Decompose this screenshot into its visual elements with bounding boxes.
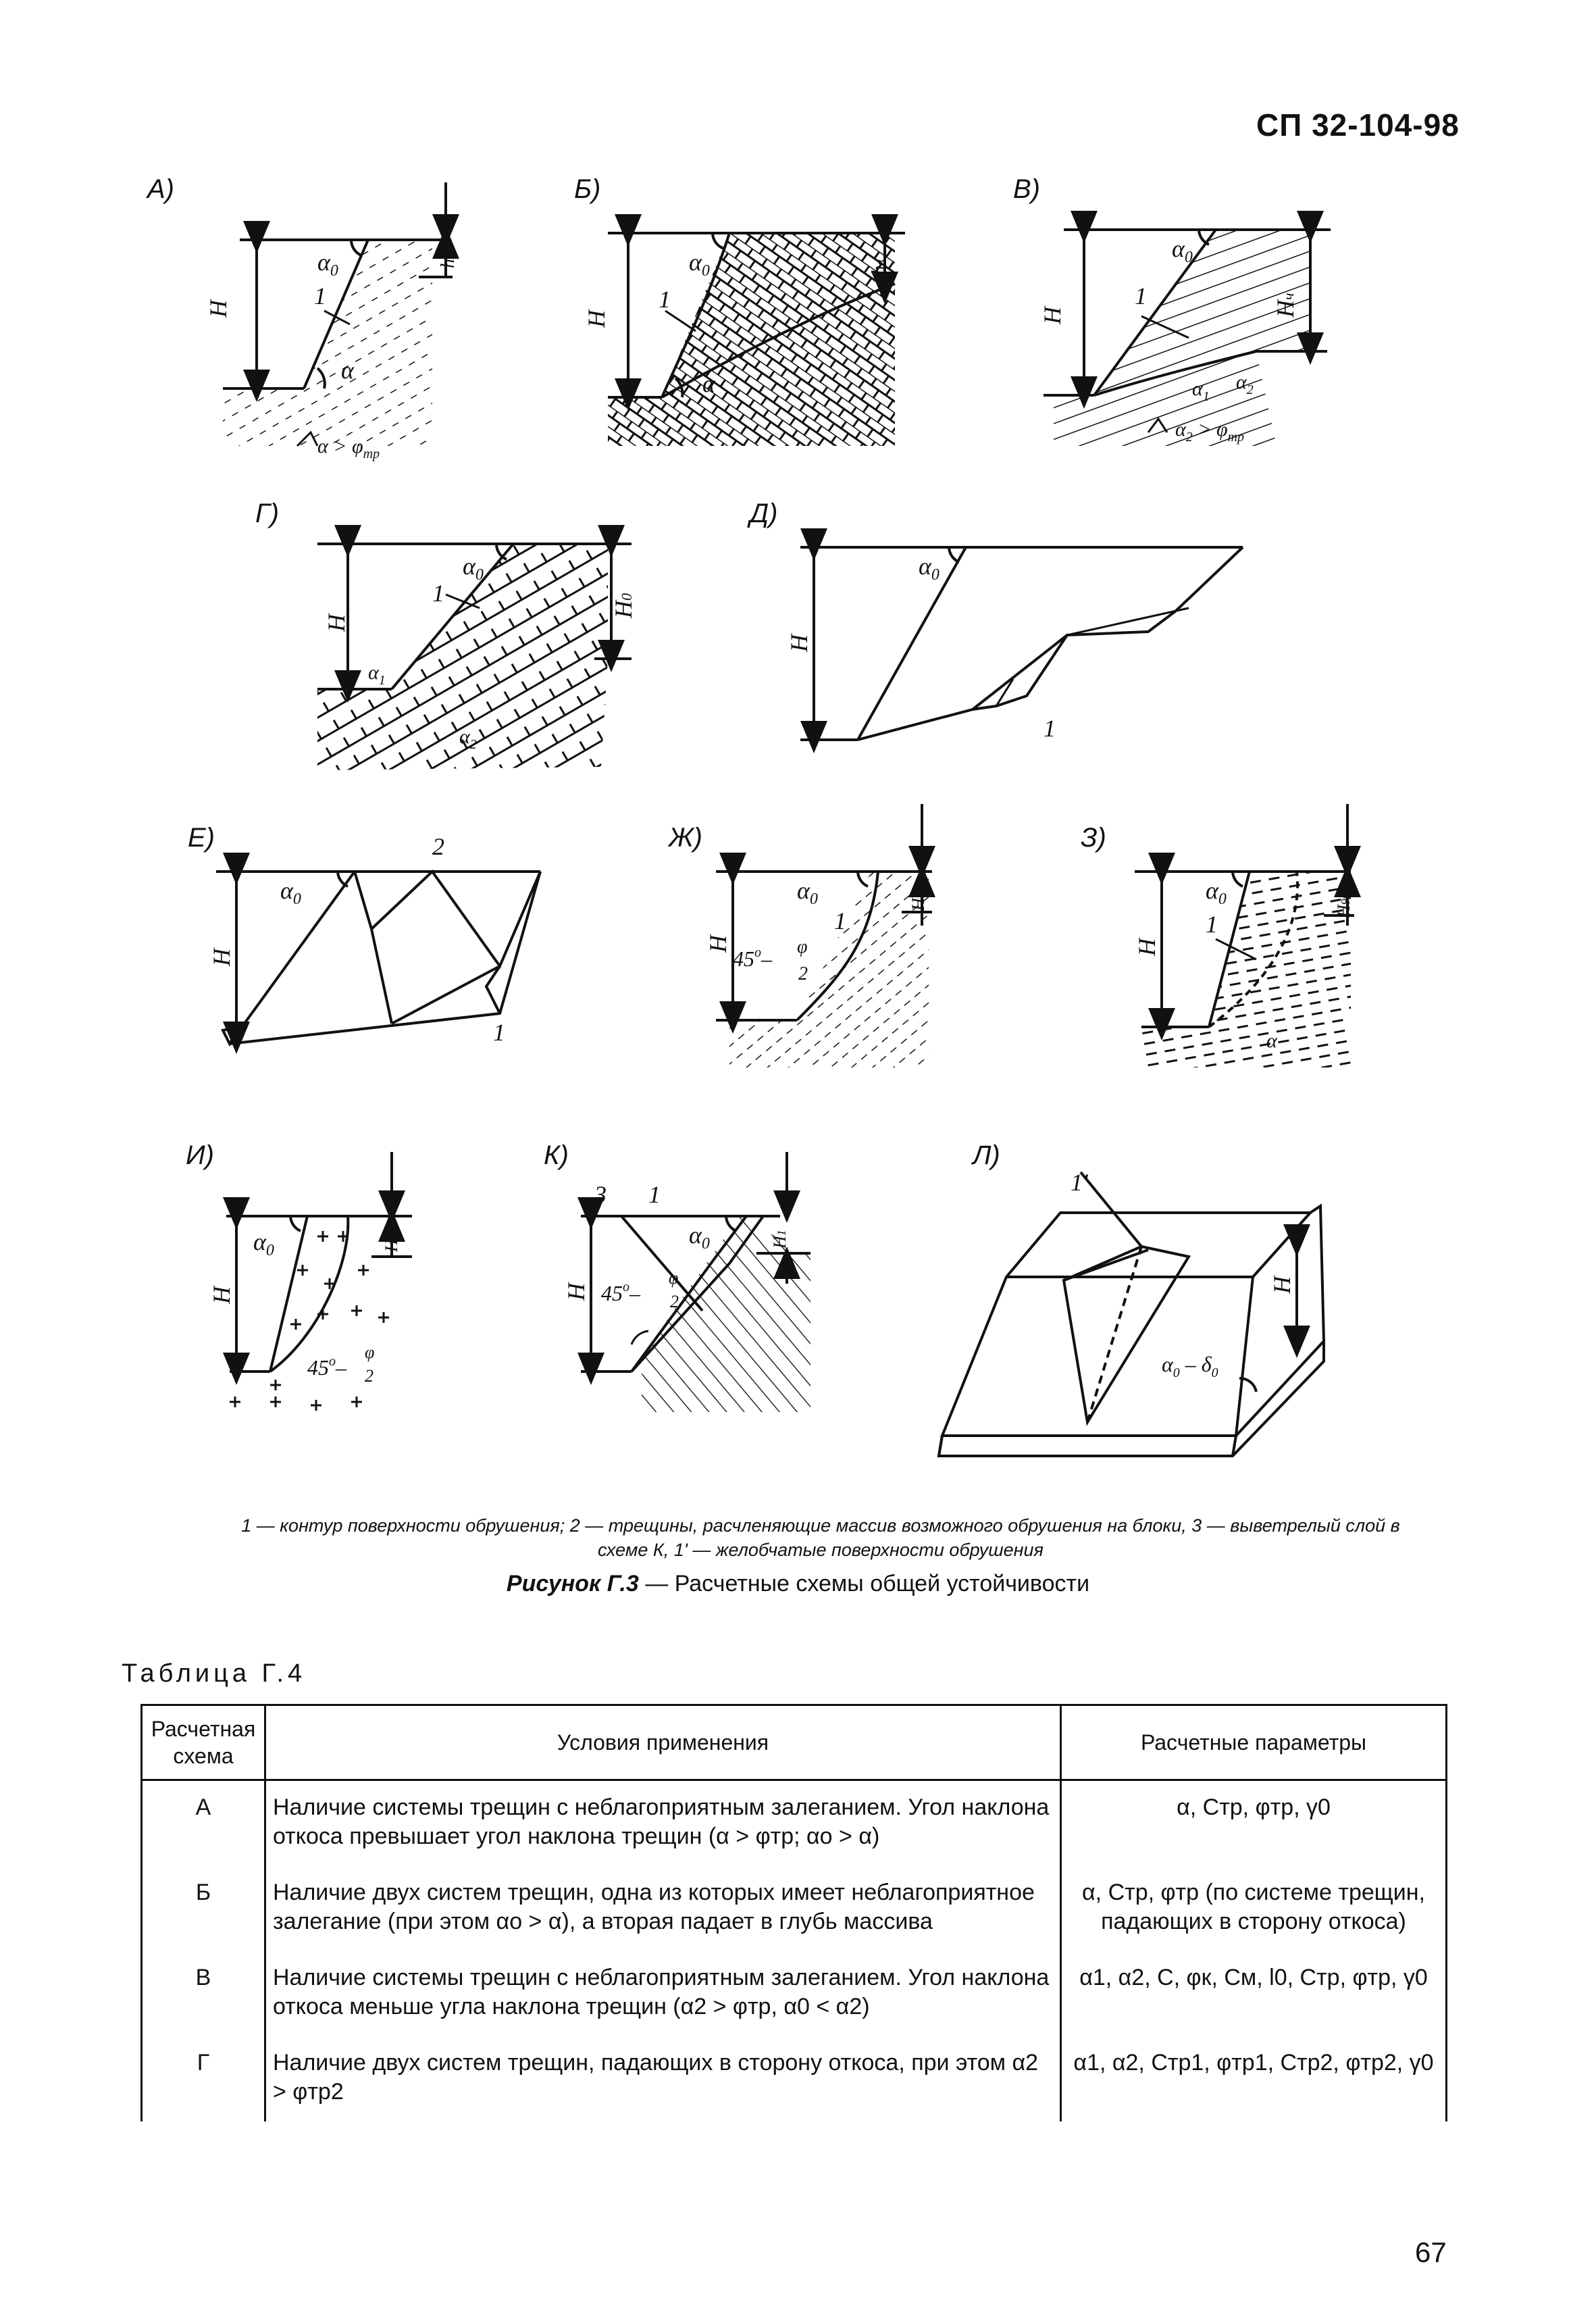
label-z-1: 1 — [1206, 911, 1218, 938]
legend-line-1: 1 — контур поверхности обрушения; 2 — трещины, расчленяющие массив возможного обрушения на блоки, 3 — выветрелый слой в — [241, 1515, 1400, 1536]
label-g-H: H — [323, 614, 350, 632]
label-a-alpha0: $\alpha_0$ — [317, 249, 338, 280]
label-g-1: 1 — [432, 580, 444, 607]
label-zh-phi: φ — [797, 936, 808, 957]
scheme-z-drawing — [1135, 804, 1354, 1067]
cell-conditions: Наличие системы трещин с неблагоприятным залеганием. Угол наклона откоса меньше угла наклона трещин (α2 > φтр, α0 < α2) — [265, 1951, 1061, 2036]
label-v-alpha1: $\alpha_1$ — [1192, 378, 1210, 404]
header-params: Расчетные параметры — [1061, 1705, 1447, 1780]
label-k-two: 2 — [670, 1292, 679, 1311]
label-zh-H90: H90 — [908, 886, 928, 911]
label-l-angle: $\alpha_0 - \delta_0$ — [1162, 1352, 1218, 1380]
label-v-1: 1 — [1135, 282, 1147, 309]
table-row — [142, 2036, 1447, 2121]
label-zh-two: 2 — [798, 963, 808, 984]
label-z-alpha0: $\alpha_0$ — [1206, 877, 1227, 908]
cell-scheme: А — [142, 1780, 265, 1867]
label-z-H90: H90 — [1334, 892, 1354, 917]
label-v-Hch: Hч — [1272, 293, 1299, 318]
scheme-a-drawing — [223, 182, 453, 446]
label-d-H: H — [786, 634, 813, 652]
scheme-letter-z: З) — [1081, 823, 1106, 853]
label-a-1: 1 — [314, 282, 326, 309]
label-b-alpha: α — [702, 370, 715, 397]
legend-line-2: схеме К, 1' — желобчатые поверхности обрушения — [598, 1540, 1044, 1560]
label-g-H0: H0 — [610, 593, 637, 618]
table-row — [142, 1866, 1447, 1951]
label-zh-angle: 45$^o$– — [733, 945, 772, 971]
scheme-letter-b: Б) — [574, 174, 601, 204]
label-g-alpha0: $\alpha_0$ — [463, 553, 484, 584]
label-k-phi: φ — [669, 1268, 679, 1288]
label-e-H: H — [208, 949, 235, 966]
label-l-H: H — [1268, 1276, 1295, 1294]
label-a-hv: hв — [438, 253, 459, 268]
header-scheme: Расчетная схема — [142, 1705, 265, 1780]
label-k-angle: 45$^o$– — [601, 1280, 640, 1305]
label-d-alpha0: $\alpha_0$ — [919, 553, 939, 584]
label-a-H: H — [205, 300, 232, 318]
label-e-alpha0: $\alpha_0$ — [280, 877, 301, 908]
label-b-H: H — [583, 310, 610, 328]
label-k-alpha0: $\alpha_0$ — [689, 1222, 710, 1253]
table-header-row — [142, 1705, 1447, 1780]
label-k-H1: H1 — [770, 1230, 790, 1249]
table-row — [142, 1780, 1447, 1867]
table-label: Таблица Г.4 — [122, 1659, 307, 1688]
figure-title: — Расчетные схемы общей устойчивости — [638, 1571, 1090, 1596]
cell-params: α, Cтр, φтр (по системе трещин, падающих в сторону откоса) — [1061, 1866, 1447, 1951]
label-e-2: 2 — [432, 833, 444, 860]
scheme-letter-l: Л) — [973, 1140, 1000, 1170]
cell-params: α1, α2, C, φк, Cм, l0, Cтр, φтр, γ0 — [1061, 1951, 1447, 2036]
scheme-letter-k: К) — [544, 1140, 569, 1170]
table-row — [142, 1951, 1447, 2036]
label-g-alpha2: $\alpha_2$ — [459, 726, 477, 752]
label-zh-H: H — [704, 935, 731, 953]
figure-number: Рисунок Г.3 — [506, 1571, 639, 1596]
label-b-1: 1 — [659, 286, 671, 313]
label-i-phi: φ — [365, 1342, 375, 1362]
scheme-e-drawing — [216, 872, 540, 1044]
label-i-alpha0: $\alpha_0$ — [253, 1228, 274, 1259]
scheme-letter-e: Е) — [188, 823, 215, 853]
header-conditions: Условия применения — [265, 1705, 1061, 1780]
label-v-H: H — [1039, 307, 1066, 324]
cell-params: α, Cтр, φтр, γ0 — [1061, 1780, 1447, 1867]
cell-conditions: Наличие двух систем трещин, одна из которых имеет неблагоприятное залегание (при этом αо > α), а вторая падает в глубь массива — [265, 1866, 1061, 1951]
scheme-letter-zh: Ж) — [669, 823, 702, 853]
scheme-zh-drawing — [716, 804, 932, 1067]
label-i-H90: H90 — [382, 1227, 401, 1252]
label-l-1prime: 1' — [1071, 1169, 1088, 1196]
cell-scheme: В — [142, 1951, 265, 2036]
parameters-table — [140, 1704, 1447, 2121]
cell-conditions: Наличие системы трещин с неблагоприятным залеганием. Угол наклона откоса превышает угол наклона трещин (α > φтр; αо > α) — [265, 1780, 1061, 1867]
label-k-1: 1 — [648, 1181, 661, 1208]
scheme-letter-a: А) — [147, 174, 174, 204]
label-b-hv: hв — [869, 259, 890, 275]
cell-scheme: Б — [142, 1866, 265, 1951]
figure-caption — [0, 1571, 1596, 1597]
scheme-letter-i: И) — [186, 1140, 214, 1170]
label-v-alpha2: $\alpha_2$ — [1236, 371, 1254, 397]
cell-conditions: Наличие двух систем трещин, падающих в сторону откоса, при этом α2 > φтр2 — [265, 2036, 1061, 2121]
label-v-alpha0: $\alpha_0$ — [1172, 235, 1193, 266]
label-i-two: 2 — [365, 1366, 374, 1386]
figure-legend — [169, 1513, 1472, 1562]
label-k-H: H — [563, 1283, 590, 1301]
scheme-letter-v: В) — [1013, 174, 1040, 204]
label-k-3: 3 — [594, 1181, 607, 1208]
label-b-alpha0: $\alpha_0$ — [689, 249, 710, 280]
label-e-1: 1 — [493, 1019, 505, 1046]
label-i-H: H — [208, 1286, 235, 1304]
scheme-b-drawing — [608, 233, 905, 446]
scheme-letter-d: Д) — [750, 499, 778, 528]
cell-scheme: Г — [142, 2036, 265, 2121]
scheme-l-drawing — [939, 1172, 1324, 1456]
scheme-d-drawing — [800, 547, 1243, 740]
label-v-condition: $\alpha_2 > \varphi_{тр}$ — [1175, 418, 1245, 445]
label-zh-1: 1 — [834, 907, 846, 934]
page-number: 67 — [1415, 2236, 1447, 2268]
label-i-angle: 45$^o$– — [307, 1354, 346, 1380]
label-a-alpha: α — [341, 357, 354, 384]
label-d-1: 1 — [1044, 715, 1056, 742]
label-z-H: H — [1133, 938, 1160, 956]
label-z-alpha: α — [1266, 1030, 1277, 1052]
label-a-condition: $\alpha > \varphi_{тр}$ — [317, 435, 380, 461]
document-code: СП 32-104-98 — [1256, 107, 1460, 143]
label-g-alpha1: $\alpha_1$ — [368, 661, 386, 688]
label-zh-alpha0: $\alpha_0$ — [797, 877, 818, 908]
cell-params: α1, α2, Cтр1, φтр1, Cтр2, φтр2, γ0 — [1061, 2036, 1447, 2121]
scheme-letter-g: Г) — [255, 499, 280, 528]
